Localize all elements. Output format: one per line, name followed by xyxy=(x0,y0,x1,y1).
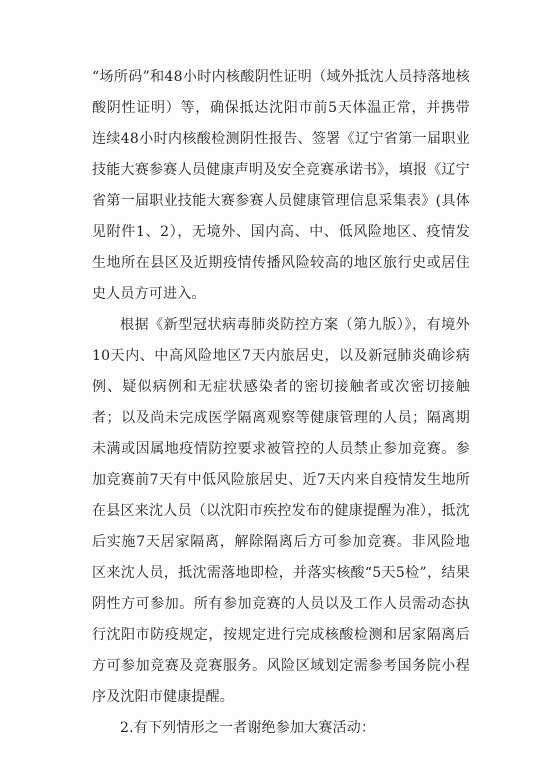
document-body xyxy=(92,62,470,744)
paragraph-prevention-rules: 根据《新型冠状病毒肺炎防控方案（第九版）》，有境外10天内、中高风险地区7天内旅居史，以及新冠肺炎确诊病例、疑似病例和无症状感染者的密切接触者或次密切接触者；以及尚未完成医学隔离观察等健康管理的人员；隔离期未满或因属地疫情防控要求被管控的人员禁止参加竞赛。参加竞赛前7天有中低风险旅居史、近7天内来自疫情发生地所在县区来沈人员（以沈阳市疾控发布的健康提醒为准），抵沈后实施7天居家隔离，解除隔离后方可参加竞赛。非风险地区来沈人员，抵沈需落地即检，并落实核酸“5天5检”，结果阴性方可参加。所有参加竞赛的人员以及工作人员需动态执行沈阳市防疫规定，按规定进行完成核酸检测和居家隔离后方可参加竞赛及竞赛服务。风险区域划定需参考国务院小程序及沈阳市健康提醒。 xyxy=(92,317,470,705)
paragraph-section-2-heading: 2.有下列情形之一者谢绝参加大赛活动： xyxy=(120,720,376,736)
paragraph-health-requirements: “场所码”和48小时内核酸阴性证明（域外抵沈人员持落地核酸阴性证明）等，确保抵达沈阳市前5天体温正常，并携带连续48小时内核酸检测阴性报告、签署《辽宁省第一届职业技能大赛参赛人员健康声明及安全竞赛承诺书》，填报《辽宁省第一届职业技能大赛参赛人员健康管理信息采集表》(具体见附件1、2），无境外、国内高、中、低风险地区、疫情发生地所在县区及近期疫情传播风险较高的地区旅行史或居住史人员方可进入。 xyxy=(92,69,470,302)
